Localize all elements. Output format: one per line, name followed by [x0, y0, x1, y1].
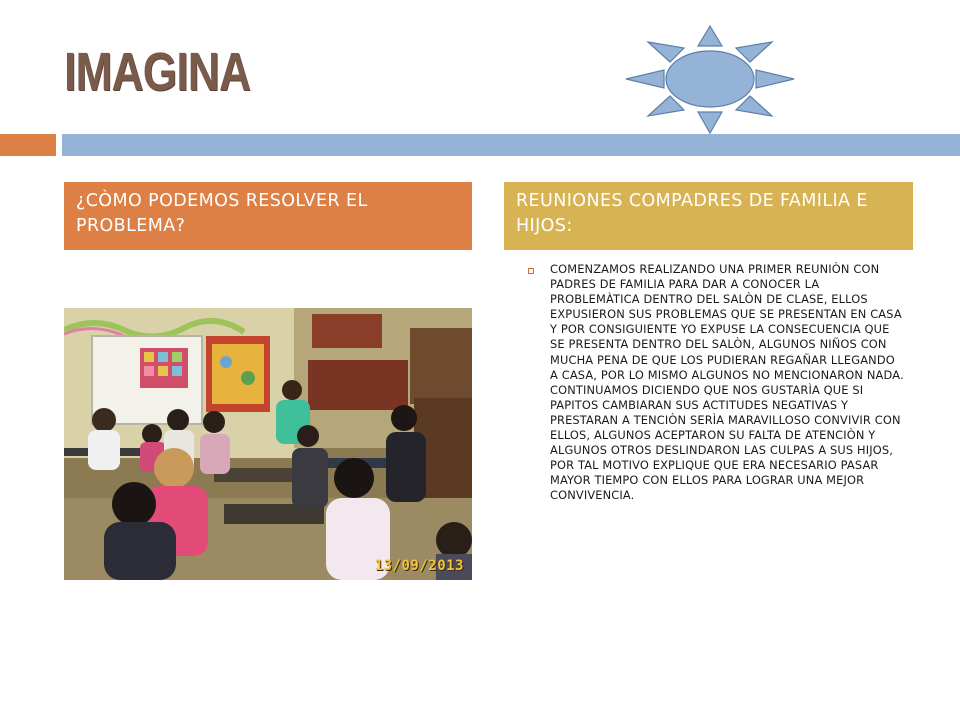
bullet-list — [524, 262, 904, 504]
left-header-text: ¿CÒMO PODEMOS RESOLVER EL PROBLEMA? — [76, 191, 368, 236]
slide-title: IMAGINA — [64, 42, 251, 102]
sun-icon — [620, 22, 800, 137]
bullet-text: COMENZAMOS REALIZANDO UNA PRIMER REUNIÒN CON PADRES DE FAMILIA PARA DAR A CONOCER LA PROBLEMÀTICA DENTRO DEL SALÒN DE CLASE, ELLOS EXPUSIERON SUS PROBLEMAS QUE SE PRESENTAN EN CASA Y POR CONSIGUIENTE YO EXPUSE LA CONSECUENCIA QUE SE PRESENTA DENTRO DEL SALÒN, ALGUNOS NIÑOS CON MUCHA PENA DE QUE LOS PUDIERAN REGAÑAR LLEGANDO A CASA, POR LO MISMO ALGUNOS NO MENCIONARON NADA. CONTINUAMOS DICIENDO QUE NOS GUSTARÌA QUE SI PAPITOS CAMBIARAN SUS ACTITUDES NEGATIVAS Y PRESTARAN A TENCIÒN SERÌA MARAVILLOSO CONVIVIR CON ELLOS, ALGUNOS ACEPTARON SU FALTA DE ATENCIÒN Y ALGUNOS OTROS DESLINDARON LAS CULPAS A SUS HIJOS, POR TAL MOTIVO EXPLIQUE QUE ERA NECESARIO PASAR MAYOR TIEMPO CON ELLOS PARA LOGRAR UNA MEJOR CONVIVENCIA. — [550, 262, 904, 503]
right-column-header — [504, 182, 913, 250]
accent-bar-orange — [0, 134, 56, 156]
square-bullet-icon — [528, 268, 534, 274]
right-header-text: REUNIONES COMPADRES DE FAMILIA E HIJOS: — [516, 191, 868, 236]
accent-bar-blue — [62, 134, 960, 156]
left-column-header — [64, 182, 472, 250]
photo-date-stamp: 13/09/2013 — [374, 558, 464, 574]
classroom-photo — [64, 308, 472, 580]
